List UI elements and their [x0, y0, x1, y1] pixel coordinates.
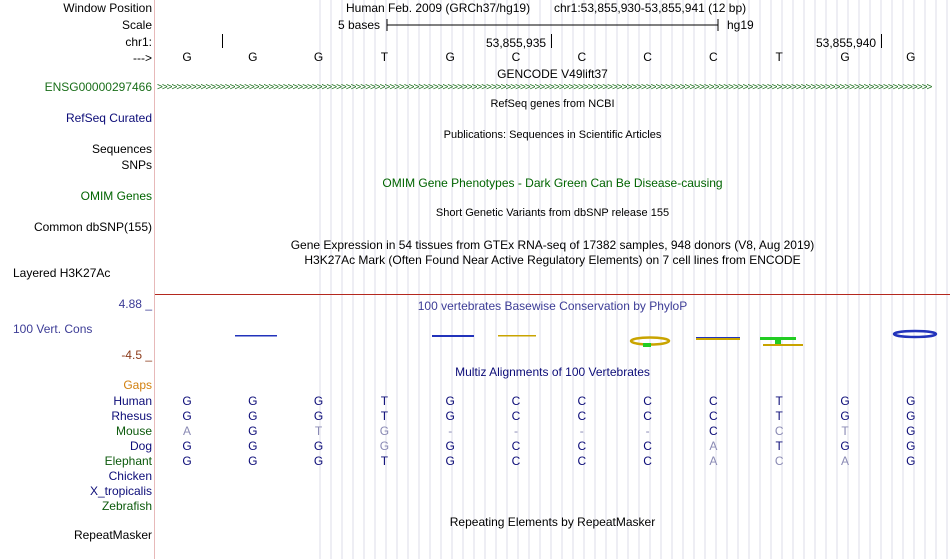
- alignment-base: G: [840, 394, 850, 408]
- alignment-base: G: [313, 394, 324, 408]
- alignment-base: T: [775, 409, 783, 423]
- alignment-base: G: [248, 439, 258, 453]
- phylop-bar: [696, 338, 740, 340]
- alignment-base: C: [511, 409, 521, 423]
- gencode-track-label[interactable]: ENSG00000297466: [44, 80, 152, 94]
- alignment-base: G: [445, 394, 455, 408]
- publications-track-label[interactable]: Sequences: [91, 142, 152, 156]
- multiz-track-title: Multiz Alignments of 100 Vertebrates: [455, 365, 650, 379]
- alignment-base: C: [643, 454, 652, 468]
- phylop-track-label[interactable]: 100 Vert. Cons: [13, 322, 93, 336]
- sequence-base: C: [511, 50, 521, 64]
- ruler-tick: [881, 34, 882, 48]
- sequence-base: G: [248, 50, 258, 64]
- species-label-zebrafish: Zebrafish: [101, 499, 152, 513]
- gencode-gene-feature[interactable]: >>>>>>>>>>>>>>>>>>>>>>>>>>>>>>>>>>>>>>>>>>>>>>>>>>>>>>>>>>>>>>>>>>>>>>>>>>>>>>>>>>>>>>>>>>>>>>>>>>>>>>>>>>>>>>>>>>>>>>>>>>>>>>>>>>>>>>>>>>>>>>>>>>>>>>>>>>>>>>>>: [157, 83, 932, 93]
- alignment-base: G: [313, 409, 324, 423]
- sequence-base: C: [577, 50, 587, 64]
- alignment-base: -: [579, 424, 584, 438]
- alignment-base: -: [645, 424, 650, 438]
- alignment-base: G: [313, 439, 324, 453]
- alignment-base: T: [314, 424, 323, 438]
- alignment-base: C: [511, 394, 521, 408]
- alignment-base: C: [577, 409, 587, 423]
- phylop-bar: [432, 335, 474, 337]
- alignment-base: A: [840, 454, 849, 468]
- ruler-tick: [551, 34, 552, 48]
- alignment-base: C: [643, 409, 652, 423]
- species-label-chicken: Chicken: [108, 469, 152, 483]
- alignment-base: G: [248, 409, 258, 423]
- dbsnp-track-title: Short Genetic Variants from dbSNP release 155: [435, 207, 670, 219]
- alignment-base: T: [380, 454, 389, 468]
- alignment-base: G: [379, 439, 390, 453]
- gtex-track-title: Gene Expression in 54 tissues from GTEx RNA-seq of 17382 samples, 948 donors (V8, Aug 2019): [290, 238, 815, 252]
- alignment-base: G: [313, 454, 324, 468]
- label-column-divider: [154, 0, 155, 559]
- gaps-label: Gaps: [123, 378, 152, 392]
- alignment-base: G: [445, 409, 455, 423]
- assembly-title: Human Feb. 2009 (GRCh37/hg19): [346, 1, 531, 15]
- alignment-base: C: [709, 409, 718, 423]
- alignment-base: A: [182, 424, 191, 438]
- omim-track-label[interactable]: OMIM Genes: [80, 189, 152, 203]
- sequence-base: T: [775, 50, 783, 64]
- alignment-base: G: [906, 439, 916, 453]
- alignment-base: C: [709, 394, 718, 408]
- alignment-base: C: [643, 439, 652, 453]
- alignment-base: G: [182, 409, 192, 423]
- species-label-mouse: Mouse: [115, 424, 152, 438]
- phylop-track-title: 100 vertebrates Basewise Conservation by PhyloP: [417, 299, 688, 313]
- window-position-label: Window Position: [63, 1, 152, 15]
- phylop-logo: [155, 325, 950, 355]
- h3k27ac-track-title: H3K27Ac Mark (Often Found Near Active Regulatory Elements) on 7 cell lines from ENCODE: [304, 253, 801, 267]
- refseq-track-title: RefSeq genes from NCBI: [490, 98, 615, 110]
- alignment-base: G: [906, 454, 916, 468]
- strand-arrow-label: --->: [133, 51, 152, 65]
- alignment-base: T: [841, 424, 849, 438]
- alignment-base: C: [577, 394, 587, 408]
- phylop-letter-g: [894, 331, 936, 337]
- alignment-base: G: [906, 394, 916, 408]
- phylop-bar: [763, 344, 803, 346]
- sequence-base: G: [182, 50, 192, 64]
- alignment-base: G: [906, 424, 916, 438]
- sequence-base: C: [643, 50, 652, 64]
- repeatmasker-track-label[interactable]: RepeatMasker: [73, 528, 152, 542]
- alignment-base: G: [182, 394, 192, 408]
- alignment-base: T: [380, 409, 389, 423]
- phylop-bar: [235, 335, 277, 337]
- scale-bar-text: 5 bases: [338, 18, 381, 32]
- species-label-human: Human: [113, 394, 152, 408]
- ruler-tick: [222, 34, 223, 48]
- alignment-base: C: [511, 439, 521, 453]
- alignment-base: C: [709, 424, 718, 438]
- phylop-bar: [696, 337, 740, 338]
- scale-bar: [386, 17, 720, 33]
- coord-label-2: 53,855,940: [816, 36, 877, 50]
- sequence-base: G: [906, 50, 916, 64]
- alignment-base: G: [379, 424, 390, 438]
- sequence-base: C: [709, 50, 718, 64]
- alignment-base: C: [774, 454, 784, 468]
- alignment-base: C: [511, 454, 521, 468]
- alignment-base: C: [774, 424, 784, 438]
- alignment-base: T: [775, 394, 783, 408]
- sequence-base: G: [840, 50, 850, 64]
- sequence-base: G: [313, 50, 324, 64]
- scale-bar-db: hg19: [727, 18, 754, 32]
- phylop-ymin-label: -4.5 _: [121, 348, 152, 362]
- alignment-base: G: [445, 439, 455, 453]
- alignment-base: G: [182, 439, 192, 453]
- repeatmasker-track-title: Repeating Elements by RepeatMasker: [449, 515, 656, 529]
- h3k27ac-track-label[interactable]: Layered H3K27Ac: [13, 266, 111, 280]
- species-label-x_tropicalis: X_tropicalis: [89, 484, 152, 498]
- alignment-base: -: [514, 424, 518, 438]
- publications-track-title: Publications: Sequences in Scientific Articles: [443, 129, 662, 141]
- gencode-track-title: GENCODE V49lift37: [497, 67, 608, 81]
- scale-label: Scale: [121, 18, 152, 32]
- dbsnp-track-label[interactable]: Common dbSNP(155): [33, 220, 152, 234]
- alignment-base: T: [380, 394, 389, 408]
- species-label-elephant: Elephant: [104, 454, 152, 468]
- alignment-base: -: [448, 424, 453, 438]
- sequence-base: T: [380, 50, 389, 64]
- chr-label: chr1:: [125, 35, 152, 49]
- alignment-base: G: [182, 454, 192, 468]
- coord-label-1: 53,855,935: [486, 36, 547, 50]
- alignment-base: G: [248, 394, 258, 408]
- track-label-column: [0, 0, 154, 559]
- phylop-bar: [498, 335, 536, 337]
- species-label-rhesus: Rhesus: [111, 409, 152, 423]
- alignment-base: G: [445, 454, 455, 468]
- alignment-base: C: [643, 394, 652, 408]
- alignment-base: T: [775, 439, 783, 453]
- phylop-letter-t: [643, 343, 651, 347]
- alignment-base: A: [709, 454, 718, 468]
- species-label-dog: Dog: [129, 439, 152, 453]
- phylop-ymax-label: 4.88 _: [118, 297, 152, 311]
- alignment-base: G: [840, 409, 850, 423]
- alignment-base: C: [577, 439, 587, 453]
- alignment-base: G: [248, 454, 258, 468]
- h3k27ac-baseline: [155, 294, 950, 295]
- snps-track-label[interactable]: SNPs: [121, 158, 152, 172]
- sequence-base: G: [445, 50, 455, 64]
- alignment-base: G: [840, 439, 850, 453]
- alignment-base: G: [248, 424, 258, 438]
- alignment-base: C: [577, 454, 587, 468]
- refseq-track-label[interactable]: RefSeq Curated: [65, 111, 152, 125]
- position-readout: chr1:53,855,930-53,855,941 (12 bp): [554, 1, 747, 15]
- alignment-base: A: [709, 439, 718, 453]
- alignment-base: G: [906, 409, 916, 423]
- omim-track-title: OMIM Gene Phenotypes - Dark Green Can Be Disease-causing: [382, 176, 723, 190]
